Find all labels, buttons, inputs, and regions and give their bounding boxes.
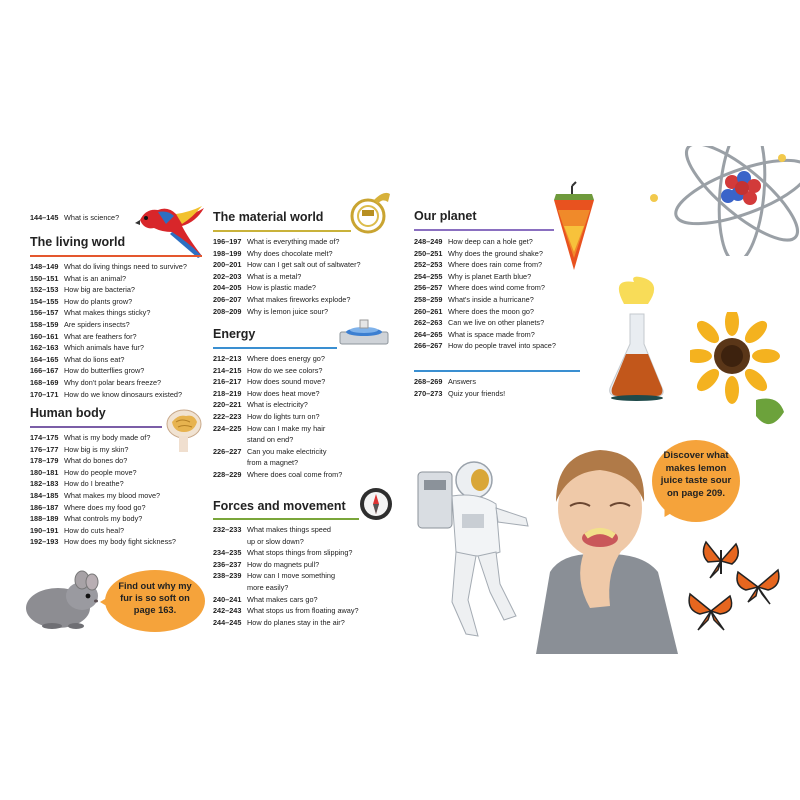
page-range: 154–155 <box>30 296 59 306</box>
list-item <box>414 294 556 306</box>
list-item <box>30 307 187 319</box>
material-world-list <box>213 236 361 317</box>
page-range: 236–237 <box>213 559 242 569</box>
list-item <box>30 377 187 389</box>
section-rule <box>30 426 162 428</box>
french-horn-illustration <box>344 188 392 238</box>
entry-title: How does heat move? <box>247 388 320 398</box>
entry-title: Which animals have fur? <box>64 343 144 353</box>
entry-title: How do plants grow? <box>64 296 133 306</box>
list-item <box>213 524 359 536</box>
section-rule <box>30 255 202 257</box>
entry-title: What makes fireworks explode? <box>247 294 351 304</box>
list-item <box>213 399 342 411</box>
entry-title: What makes things sticky? <box>64 308 151 318</box>
page-range: 202–203 <box>213 271 242 281</box>
section-rule <box>414 229 554 231</box>
page-range: 174–175 <box>30 433 59 442</box>
page-range: 260–261 <box>414 306 443 316</box>
list-item <box>213 559 359 571</box>
list-item <box>213 236 361 248</box>
entry-title: Where does rain come from? <box>448 260 543 270</box>
entry-title: How do cuts heal? <box>64 525 125 535</box>
section-heading-material-world: The material world <box>213 210 324 224</box>
entry-title: How do I breathe? <box>64 479 124 489</box>
page-range: 184–185 <box>30 490 59 500</box>
list-item <box>414 282 556 294</box>
page-range: 226–227 <box>213 446 242 456</box>
list-item <box>213 570 359 582</box>
entry-title: from a magnet? <box>247 458 299 468</box>
entry-title: How do planes stay in the air? <box>247 617 345 627</box>
section-rule <box>213 518 359 520</box>
page-range: 250–251 <box>414 248 443 258</box>
entry-title: How can I move something <box>247 571 336 581</box>
entry-title: Quiz your friends! <box>448 388 506 398</box>
list-item <box>213 248 361 260</box>
list-item <box>213 271 361 283</box>
list-item <box>213 365 342 377</box>
entry-title: What is a metal? <box>247 271 302 281</box>
page-range: 232–233 <box>213 525 242 534</box>
page-range: 264–265 <box>414 329 443 339</box>
entry-title: How can I get salt out of saltwater? <box>247 260 361 270</box>
page-range: 266–267 <box>414 341 443 351</box>
list-item <box>213 594 359 606</box>
page-range: 214–215 <box>213 365 242 375</box>
list-item <box>30 536 176 548</box>
entry-title: What is everything made of? <box>247 237 340 246</box>
entry-title: How do people move? <box>64 467 137 477</box>
list-item <box>30 444 176 456</box>
entry-title: How do lights turn on? <box>247 411 320 421</box>
page-range: 190–191 <box>30 525 59 535</box>
entry-title: Why is lemon juice sour? <box>247 306 329 316</box>
page-range: 170–171 <box>30 389 59 399</box>
entry-title: What is science? <box>64 213 120 222</box>
page-range: 152–153 <box>30 285 59 295</box>
page-range: 156–157 <box>30 308 59 318</box>
entry-title: What is an animal? <box>64 273 127 283</box>
entry-title: How do butterflies grow? <box>64 366 145 376</box>
page-range <box>213 434 247 446</box>
list-item <box>213 376 342 388</box>
list-item-continuation <box>213 582 359 594</box>
page-range: 176–177 <box>30 444 59 454</box>
section-heading-energy: Energy <box>213 327 256 341</box>
entry-title: How big are bacteria? <box>64 285 135 295</box>
page-range: 206–207 <box>213 294 242 304</box>
entry-title: more easily? <box>247 582 289 592</box>
entry-title: Are spiders insects? <box>64 319 130 329</box>
list-item <box>213 353 342 365</box>
list-item <box>213 423 342 435</box>
section-heading-living-world: The living world <box>30 235 126 249</box>
page-range: 208–209 <box>213 306 242 316</box>
section-rule <box>213 230 351 232</box>
girl-eating-lemon-photo <box>530 440 678 654</box>
list-item <box>30 525 176 537</box>
page-range: 204–205 <box>213 283 242 293</box>
butterfly-icon <box>686 586 736 636</box>
list-item <box>30 513 176 525</box>
page-range: 262–263 <box>414 318 443 328</box>
section-heading-forces: Forces and movement <box>213 499 346 513</box>
list-item <box>213 282 361 294</box>
list-item <box>414 376 505 388</box>
list-item <box>213 294 361 306</box>
list-item <box>30 432 176 444</box>
forces-list <box>213 524 359 628</box>
entry-title: What do lions eat? <box>64 354 125 364</box>
entry-title: How can I make my hair <box>247 423 326 433</box>
hotplate-illustration <box>336 318 392 348</box>
list-item <box>414 317 556 329</box>
page-range <box>213 457 247 469</box>
page-range: 254–255 <box>414 271 443 281</box>
entry-title: What makes cars go? <box>247 594 318 604</box>
list-item <box>414 271 556 283</box>
page-range: 258–259 <box>414 294 443 304</box>
list-item-continuation <box>213 457 342 469</box>
list-item <box>30 365 187 377</box>
entry-title: Can we live on other planets? <box>448 318 545 328</box>
entry-title: What's inside a hurricane? <box>448 294 534 304</box>
entry-title: Where does my food go? <box>64 502 146 512</box>
page-range: 256–257 <box>414 283 443 293</box>
entry-title: Why is planet Earth blue? <box>448 271 532 281</box>
list-item <box>30 331 187 343</box>
list-item <box>213 411 342 423</box>
page-range: 182–183 <box>30 479 59 489</box>
entry-title: Why does chocolate melt? <box>247 248 333 258</box>
energy-list <box>213 353 342 481</box>
page-range: 150–151 <box>30 273 59 283</box>
list-item <box>30 296 187 308</box>
page-range: 168–169 <box>30 377 59 387</box>
list-item <box>414 248 556 260</box>
page-range: 144–145 <box>30 213 59 222</box>
atom-illustration <box>632 146 800 256</box>
list-item <box>30 342 187 354</box>
list-item <box>30 284 187 296</box>
page-range: 188–189 <box>30 514 59 524</box>
page-range: 180–181 <box>30 467 59 477</box>
list-item <box>414 388 505 400</box>
page-range: 166–167 <box>30 366 59 376</box>
compass-illustration <box>358 486 394 522</box>
list-item <box>30 502 176 514</box>
human-body-list <box>30 432 176 548</box>
lemon-bubble-text: Discover what makes lemon juice taste sour on page 209. <box>660 450 732 499</box>
list-item <box>414 329 556 341</box>
page-range: 234–235 <box>213 548 242 558</box>
page-range: 244–245 <box>213 617 242 627</box>
page-range: 242–243 <box>213 606 242 616</box>
list-item <box>213 306 361 318</box>
entry-title: What is space made from? <box>448 329 535 339</box>
earth-layers-illustration <box>552 180 596 272</box>
end-matter-rule <box>414 370 580 372</box>
entry-title: What makes things speed <box>247 525 331 534</box>
entry-title: How big is my skin? <box>64 444 129 454</box>
entry-title: Can you make electricity <box>247 446 327 456</box>
list-item <box>213 388 342 400</box>
list-item <box>213 259 361 271</box>
page-range: 216–217 <box>213 377 242 387</box>
entry-title: How does sound move? <box>247 377 326 387</box>
entry-title: What stops things from slipping? <box>247 548 353 558</box>
living-world-list <box>30 261 187 400</box>
page-range: 192–193 <box>30 537 59 547</box>
page-range: 158–159 <box>30 319 59 329</box>
entry-title: How deep can a hole get? <box>448 237 533 246</box>
page-range: 220–221 <box>213 400 242 410</box>
list-item <box>30 389 187 401</box>
list-item <box>213 617 359 629</box>
list-item <box>414 236 556 248</box>
entry-title: Why don't polar bears freeze? <box>64 377 162 387</box>
entry-title: What is my body made of? <box>64 433 151 442</box>
page-range: 160–161 <box>30 331 59 341</box>
list-item-continuation <box>213 434 342 446</box>
entry-title: How does my body fight sickness? <box>64 537 176 547</box>
entry-title: Where does wind come from? <box>448 283 545 293</box>
sunflower-illustration <box>690 312 786 438</box>
page-range: 148–149 <box>30 262 59 271</box>
list-item <box>30 455 176 467</box>
entry-title: What are feathers for? <box>64 331 137 341</box>
section-heading-human-body: Human body <box>30 406 106 420</box>
list-item <box>213 446 342 458</box>
list-item <box>414 340 556 352</box>
list-item <box>30 467 176 479</box>
list-item-continuation <box>213 536 359 548</box>
page-range: 186–187 <box>30 502 59 512</box>
entry-title: How do people travel into space? <box>448 341 556 351</box>
entry-title: What do bones do? <box>64 456 128 466</box>
page-range: 248–249 <box>414 237 443 246</box>
page-range: 240–241 <box>213 594 242 604</box>
chinchilla-illustration <box>22 566 106 632</box>
end-matter-list <box>414 376 505 399</box>
entry-title: Where does the moon go? <box>448 306 534 316</box>
entry-title: What is electricity? <box>247 400 308 410</box>
butterfly-icon <box>734 566 782 608</box>
our-planet-list <box>414 236 556 352</box>
list-item <box>213 547 359 559</box>
entry-title: What do living things need to survive? <box>64 262 187 271</box>
list-item <box>213 469 342 481</box>
page-range: 252–253 <box>414 260 443 270</box>
page-range: 238–239 <box>213 571 242 581</box>
page-range: 268–269 <box>414 377 443 386</box>
entry-title: How do magnets pull? <box>247 559 320 569</box>
page-range: 270–273 <box>414 388 443 398</box>
fur-bubble-text: Find out why my fur is so soft on page 163. <box>118 581 192 615</box>
page-range: 198–199 <box>213 248 242 258</box>
entry-title: What controls my body? <box>64 514 143 524</box>
fur-bubble-tail <box>100 596 110 608</box>
page-range: 196–197 <box>213 237 242 246</box>
page-range: 212–213 <box>213 354 242 363</box>
page-range: 228–229 <box>213 469 242 479</box>
entry-title: Where does energy go? <box>247 354 325 363</box>
list-item <box>30 319 187 331</box>
list-item <box>30 490 176 502</box>
section-heading-our-planet: Our planet <box>414 209 477 223</box>
list-item <box>414 259 556 271</box>
section-rule <box>213 347 337 349</box>
page-range <box>213 536 247 548</box>
list-item <box>30 261 187 273</box>
entry-title: How do we know dinosaurs existed? <box>64 389 183 399</box>
entry-title: Why does the ground shake? <box>448 248 543 258</box>
page-range: 178–179 <box>30 456 59 466</box>
entry-title: up or slow down? <box>247 536 304 546</box>
entry-title: What stops us from floating away? <box>247 606 359 616</box>
flask-illustration <box>604 274 670 402</box>
entry-title: What makes my blood move? <box>64 490 161 500</box>
list-item <box>30 478 176 490</box>
page-range: 200–201 <box>213 260 242 270</box>
page-range: 218–219 <box>213 388 242 398</box>
page-range: 222–223 <box>213 411 242 421</box>
entry-title: stand on end? <box>247 435 294 445</box>
intro-entry <box>30 212 119 224</box>
page-range <box>213 582 247 594</box>
entry-title: Answers <box>448 377 476 386</box>
entry-title: How is plastic made? <box>247 283 316 293</box>
page-range: 224–225 <box>213 423 242 433</box>
page-range: 164–165 <box>30 354 59 364</box>
entry-title: How do we see colors? <box>247 365 323 375</box>
page-range: 162–163 <box>30 343 59 353</box>
entry-title: Where does coal come from? <box>247 469 343 479</box>
astronaut-illustration <box>408 452 532 644</box>
list-item <box>30 354 187 366</box>
list-item <box>414 306 556 318</box>
list-item <box>30 273 187 285</box>
list-item <box>213 605 359 617</box>
